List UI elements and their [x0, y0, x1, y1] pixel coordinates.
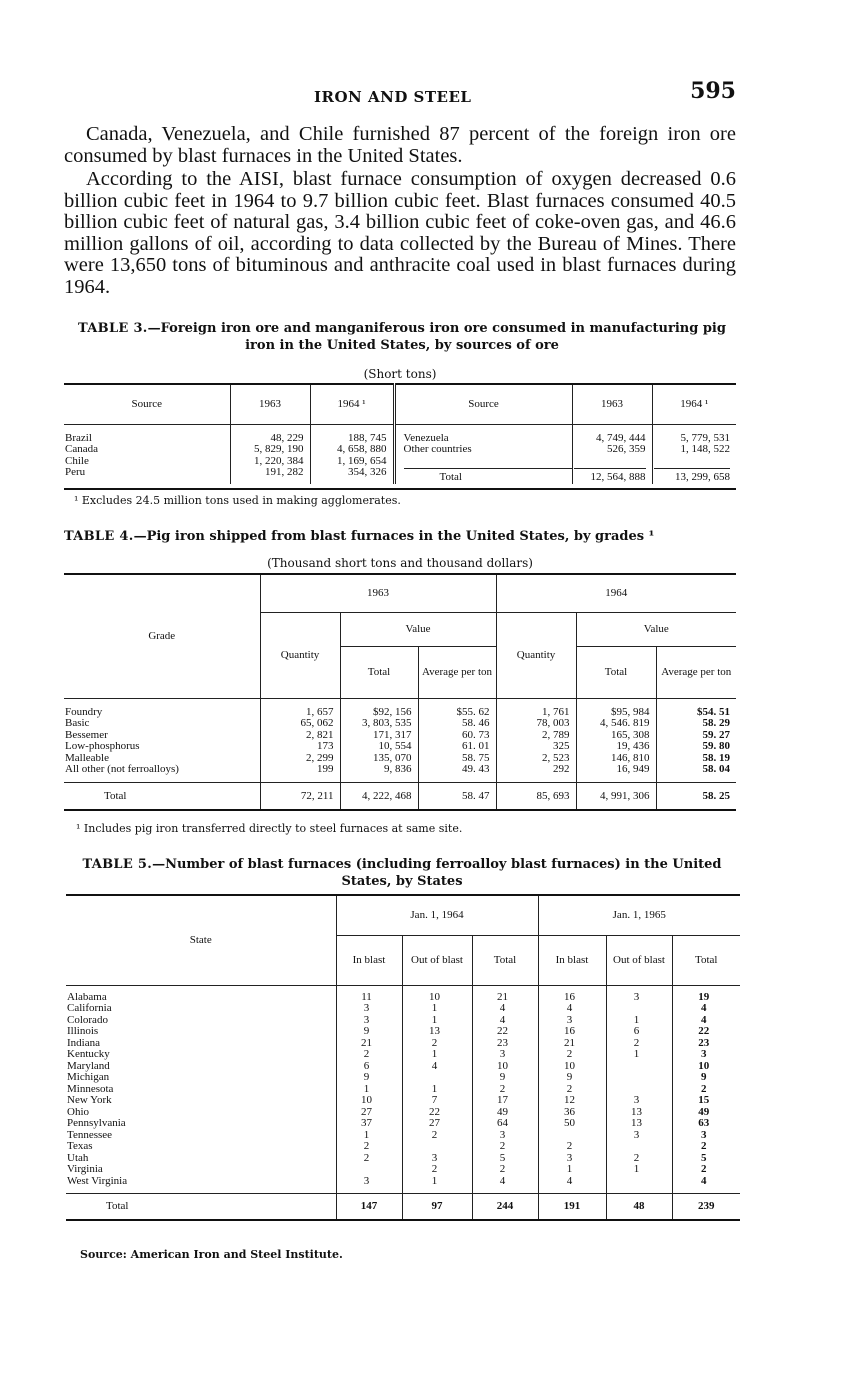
table-cell: 49: [698, 1105, 710, 1118]
table-cell: 16, 949: [616, 763, 650, 775]
table-cell: 65, 062: [300, 717, 334, 729]
table4-head-quantity-1963: Quantity: [260, 612, 340, 698]
table-cell: 3: [633, 1128, 640, 1141]
table-cell: 2: [633, 1036, 640, 1049]
table5-head-outblast-1964: Out of blast: [402, 935, 472, 985]
table-row: All other (not ferroalloys): [65, 763, 179, 775]
table4-total-t1963: 4, 222, 468: [340, 782, 418, 810]
table-cell: 9: [363, 1025, 370, 1037]
table4-total-a1963: 58. 47: [418, 782, 496, 810]
table4-t1963: [340, 698, 418, 782]
table-cell: 3: [363, 1013, 370, 1026]
table-row: Low-phosphorus: [65, 740, 140, 752]
table-cell: 4: [701, 1013, 707, 1026]
table-cell: 2: [701, 1082, 707, 1095]
table-cell: 2: [566, 1082, 573, 1095]
table-cell: 61. 01: [462, 740, 490, 752]
table-cell: 3: [701, 1048, 707, 1060]
table-cell: 3: [499, 1048, 506, 1060]
table-cell: 13: [429, 1025, 440, 1037]
table5-in1965: [538, 985, 606, 1194]
table-cell: 6: [363, 1059, 370, 1072]
table-cell: 1: [633, 1013, 640, 1026]
table-cell: 23: [698, 1036, 710, 1049]
table5-states: [66, 985, 336, 1194]
table-row: Utah: [67, 1151, 89, 1164]
table-row: Pennsylvania: [67, 1117, 126, 1129]
table-cell: 15: [698, 1094, 710, 1106]
table-cell: 1: [633, 1163, 640, 1175]
table-cell: 2, 821: [306, 728, 334, 741]
table-row: Alabama: [67, 990, 107, 1003]
table-cell: 1, 220, 384: [254, 454, 304, 467]
table-cell: [338, 1164, 396, 1176]
table-cell: [404, 1072, 466, 1084]
table-cell: 22: [698, 1025, 710, 1037]
table-cell: 3: [499, 1128, 506, 1141]
table-cell: 4: [499, 1002, 506, 1014]
table-cell: 10: [564, 1059, 575, 1072]
table3-head-1963-2: 1963: [572, 384, 652, 424]
table3-label: TABLE 3.: [78, 321, 148, 336]
table3-head-1964: 1964 ¹: [310, 384, 394, 424]
table-cell: 191, 282: [265, 466, 304, 478]
table5-head-1964: Jan. 1, 1964: [336, 895, 538, 935]
table-cell: 5: [701, 1151, 707, 1164]
table3-total-1964: 13, 299, 658: [654, 468, 731, 484]
table-cell: 2: [499, 1140, 506, 1152]
table3-right-1963: [572, 424, 652, 484]
table-cell: 27: [429, 1117, 440, 1129]
table-row: Other countries: [403, 443, 472, 455]
table5-in1964: [336, 985, 402, 1194]
table-cell: 2: [701, 1140, 707, 1152]
table5-source: Source: American Iron and Steel Institute.: [80, 1248, 343, 1261]
table-cell: 36: [564, 1105, 575, 1118]
table-cell: 1: [431, 1002, 438, 1014]
table4-total-a1964: 58. 25: [702, 789, 730, 802]
table-cell: 59. 27: [702, 728, 730, 741]
table-cell: 2: [566, 1140, 573, 1152]
table-row: Ohio: [67, 1105, 89, 1118]
table-cell: 17: [497, 1094, 508, 1106]
table-cell: 325: [553, 740, 570, 752]
table-cell: 5, 829, 190: [254, 443, 304, 455]
table-row: Basic: [65, 717, 90, 729]
table4-footnote: ¹ Includes pig iron transferred directly to steel furnaces at same site.: [76, 822, 463, 835]
table-row: Peru: [65, 466, 86, 478]
paragraph-1: Canada, Venezuela, and Chile furnished 87 percent of the foreign iron ore consumed by blast furnaces in the United States.: [64, 123, 736, 167]
table4-label: TABLE 4.: [64, 529, 134, 544]
table4-grades: [64, 698, 260, 782]
table-cell: 22: [429, 1105, 440, 1118]
table-cell: 146, 810: [611, 751, 650, 764]
table-cell: 23: [497, 1036, 508, 1049]
table-cell: 9: [566, 1071, 573, 1083]
table5-total-tot1964: 244: [472, 1194, 538, 1220]
table3-head-source-2: Source: [394, 384, 572, 424]
table-cell: 10: [698, 1059, 710, 1072]
table-cell: 2, 299: [306, 751, 334, 764]
table5-out1965: [606, 985, 672, 1194]
paragraph-2: According to the AISI, blast furnace consumption of oxygen decreased 0.6 billion cubic feet in 1964 to 9.7 billion cubic feet. Blast furnaces consumed 40.5 billion cubic feet of natural gas, 3.4 billion cubic feet of coke-oven gas, and 46.6 million gallons of oil, according to data collected by the Bureau of Mines. There were 13,650 tons of bituminous and anthracite coal used in blast furnaces during 1964.: [64, 168, 736, 298]
table-cell: 4, 546. 819: [600, 717, 650, 729]
table-cell: 21: [564, 1036, 575, 1049]
table-cell: 19: [698, 990, 710, 1003]
table-cell: 173: [317, 740, 334, 752]
table-row: Malleable: [65, 751, 109, 764]
table-cell: $54. 51: [697, 705, 730, 718]
table3-caption: [64, 320, 740, 354]
table-cell: 3: [566, 1013, 573, 1026]
table-row: Virginia: [67, 1163, 103, 1175]
table-cell: 37: [361, 1117, 372, 1129]
table-cell: 292: [553, 763, 570, 775]
table4-head-average-1963: Average per ton: [418, 646, 496, 698]
table-cell: $55. 62: [456, 705, 490, 718]
table-cell: 64: [497, 1117, 508, 1129]
table-cell: 49: [497, 1105, 508, 1118]
table-cell: 2: [566, 1048, 573, 1060]
table-row: Indiana: [67, 1036, 100, 1049]
table-cell: 2: [633, 1151, 640, 1164]
table-cell: 5: [499, 1151, 506, 1164]
table4-q1963: [260, 698, 340, 782]
table-cell: $92, 156: [373, 705, 412, 718]
table-row: Minnesota: [67, 1082, 114, 1095]
table-row: Bessemer: [65, 728, 108, 741]
table3-footnote: ¹ Excludes 24.5 million tons used in making agglomerates.: [74, 494, 401, 507]
table-cell: 2: [499, 1082, 506, 1095]
table-cell: 16: [564, 990, 575, 1003]
table-cell: 10, 554: [378, 740, 412, 752]
table-cell: 1: [363, 1128, 370, 1141]
table-cell: [608, 1072, 666, 1084]
table-cell: 3: [566, 1151, 573, 1164]
table3-left-sources: [64, 424, 230, 484]
table3-total-label: Total: [404, 468, 572, 484]
table3-left-1963: [230, 424, 310, 484]
table-cell: 3: [633, 990, 640, 1003]
table-cell: [608, 1176, 666, 1188]
table-row: California: [67, 1002, 112, 1014]
table-row: West Virginia: [67, 1174, 128, 1187]
table5-total-out1964: 97: [402, 1194, 472, 1220]
table-cell: 4: [431, 1059, 438, 1072]
table-cell: 3: [363, 1174, 370, 1187]
table4-total-q1964: 85, 693: [496, 782, 576, 810]
table5-total-in1964: 147: [336, 1194, 402, 1220]
table-cell: 13: [631, 1105, 642, 1118]
table5-total-in1965: 191: [538, 1194, 606, 1220]
table-cell: 4: [566, 1002, 573, 1014]
table5-title: —Number of blast furnaces (including ferroalloy blast furnaces) in the United States, by States: [152, 857, 722, 889]
table-cell: 63: [698, 1117, 710, 1129]
table4-head-value-1963: Value: [340, 612, 496, 646]
table-cell: 58. 75: [462, 751, 490, 764]
table-cell: 2: [363, 1140, 370, 1152]
table-cell: 49. 43: [462, 763, 490, 775]
table-cell: 2, 523: [542, 751, 570, 764]
table-cell: 2: [431, 1036, 438, 1049]
table5-head-inblast-1965: In blast: [538, 935, 606, 985]
table4-head-1964: 1964: [496, 574, 736, 612]
table-cell: 1, 148, 522: [680, 443, 730, 455]
table-cell: 3: [431, 1151, 438, 1164]
table-row: Illinois: [67, 1025, 99, 1037]
table-cell: 2: [363, 1048, 370, 1060]
table-cell: 58. 19: [702, 751, 730, 764]
table-cell: 4: [566, 1174, 573, 1187]
table3-left-1964: [310, 424, 394, 484]
table-cell: 58. 29: [702, 717, 730, 729]
table4-a1963: [418, 698, 496, 782]
table4-head-1963: 1963: [260, 574, 496, 612]
table-cell: 9: [363, 1071, 370, 1083]
table-cell: 1: [633, 1048, 640, 1060]
table-cell: 4: [701, 1002, 707, 1014]
table-row: Canada: [65, 443, 98, 455]
table4-q1964: [496, 698, 576, 782]
table4-head-total-1964: Total: [576, 646, 656, 698]
table-cell: 11: [361, 990, 372, 1003]
table-cell: 2: [431, 1128, 438, 1141]
table3-right-1964: [652, 424, 736, 484]
table-cell: 21: [361, 1036, 372, 1049]
page-number: 595: [690, 78, 736, 104]
table4-caption: [64, 528, 740, 545]
table5-head-total-1965: Total: [672, 935, 740, 985]
table-cell: 1, 657: [306, 705, 334, 718]
table5: [66, 894, 740, 1221]
table-cell: 171, 317: [373, 728, 412, 741]
table-cell: 1: [431, 1013, 438, 1026]
table4-total-t1964: 4, 991, 306: [576, 782, 656, 810]
table-cell: 4: [499, 1174, 506, 1187]
table-row: Chile: [65, 454, 89, 467]
table-cell: 2, 789: [542, 728, 570, 741]
table3: [64, 383, 736, 490]
table-cell: 10: [429, 990, 440, 1003]
table-cell: 6: [633, 1025, 640, 1037]
table-cell: 2: [701, 1163, 707, 1175]
table4-a1964: [656, 698, 736, 782]
table-cell: 1: [431, 1174, 438, 1187]
table5-caption: [64, 856, 740, 890]
table5-tot1964: [472, 985, 538, 1194]
table-cell: 135, 070: [373, 751, 412, 764]
table5-total-label: Total: [66, 1194, 336, 1220]
table-cell: [608, 1003, 666, 1015]
table-row: Tennessee: [67, 1128, 113, 1141]
table-cell: 3: [633, 1094, 640, 1106]
table3-right-sources: [394, 424, 572, 484]
table5-head-outblast-1965: Out of blast: [606, 935, 672, 985]
table-cell: 2: [363, 1151, 370, 1164]
table-cell: 199: [317, 763, 334, 775]
table4-total-label: Total: [64, 782, 260, 810]
table5-total-tot1965: 239: [698, 1200, 715, 1213]
table-row: Kentucky: [67, 1048, 110, 1060]
table-cell: 4: [701, 1174, 707, 1187]
table-row: Maryland: [67, 1059, 110, 1072]
table-cell: 48, 229: [270, 431, 304, 444]
table-row: Foundry: [65, 705, 103, 718]
table-cell: 5, 779, 531: [680, 431, 730, 444]
table-cell: 9, 836: [384, 763, 412, 775]
table4-t1964: [576, 698, 656, 782]
table3-head-1964-2: 1964 ¹: [652, 384, 736, 424]
table3-head-source: Source: [64, 384, 230, 424]
table-cell: [608, 1061, 666, 1073]
table-cell: 526, 359: [607, 443, 646, 455]
table-row: Venezuela: [403, 431, 449, 444]
table-row: Brazil: [65, 431, 92, 444]
running-head: IRON AND STEEL: [314, 88, 472, 106]
table-row: Texas: [67, 1140, 93, 1152]
table-cell: 58. 04: [702, 763, 730, 775]
table-cell: 188, 745: [348, 431, 387, 444]
table-cell: 3: [701, 1128, 707, 1141]
table-cell: 13: [631, 1117, 642, 1129]
table4: [64, 573, 736, 811]
table5-head-1965: Jan. 1, 1965: [538, 895, 740, 935]
table4-total-q1963: 72, 211: [260, 782, 340, 810]
table5-head-state: State: [66, 895, 336, 985]
table-cell: 1: [566, 1163, 573, 1175]
table-row: New York: [67, 1094, 112, 1106]
table-cell: 9: [499, 1071, 506, 1083]
table-cell: 27: [361, 1105, 372, 1118]
table-cell: 10: [497, 1059, 508, 1072]
table-cell: 50: [564, 1117, 575, 1129]
table5-out1964: [402, 985, 472, 1194]
table4-head-value-1964: Value: [576, 612, 736, 646]
table-cell: 1, 169, 654: [337, 454, 387, 467]
table-cell: 165, 308: [611, 728, 650, 741]
table4-head-average-1964: Average per ton: [656, 646, 736, 698]
table-cell: 1: [363, 1082, 370, 1095]
table-cell: 1: [431, 1048, 438, 1060]
table-row: Michigan: [67, 1071, 110, 1083]
table5-head-total-1964: Total: [472, 935, 538, 985]
table-cell: 3: [363, 1002, 370, 1014]
table5-label: TABLE 5.: [82, 857, 153, 872]
table-cell: 22: [497, 1025, 508, 1037]
table4-unit: (Thousand short tons and thousand dollars): [267, 556, 533, 570]
table-cell: [608, 1141, 666, 1153]
table4-head-quantity-1964: Quantity: [496, 612, 576, 698]
table-cell: $95, 984: [611, 705, 650, 718]
table3-total-1963: 12, 564, 888: [574, 468, 646, 484]
table-cell: 4, 658, 880: [337, 443, 387, 455]
table-cell: 58. 46: [462, 717, 490, 729]
table-cell: 1, 761: [542, 705, 570, 718]
table-cell: 12: [564, 1094, 575, 1106]
table3-unit: (Short tons): [363, 367, 437, 381]
page-header: [64, 78, 736, 114]
table-cell: 21: [497, 990, 508, 1003]
table3-title: —Foreign iron ore and manganiferous iron ore consumed in manufacturing pig iron in the United States, by sources of ore: [147, 321, 726, 353]
table-cell: 78, 003: [536, 717, 570, 729]
table-cell: 16: [564, 1025, 575, 1037]
table-cell: 2: [431, 1163, 438, 1175]
table-cell: 354, 326: [348, 466, 387, 478]
table3-head-1963: 1963: [230, 384, 310, 424]
table-cell: 4, 749, 444: [596, 431, 646, 444]
table5-tot1965: [672, 985, 740, 1194]
table-cell: 4: [499, 1013, 506, 1026]
table-cell: 3, 803, 535: [362, 717, 412, 729]
table-cell: 7: [431, 1094, 438, 1106]
table4-head-total-1963: Total: [340, 646, 418, 698]
table-cell: 19, 436: [616, 740, 650, 752]
table5-total-out1965: 48: [606, 1194, 672, 1220]
table-row: Colorado: [67, 1013, 108, 1026]
table-cell: [404, 1141, 466, 1153]
table-cell: 10: [361, 1094, 372, 1106]
table5-head-inblast-1964: In blast: [336, 935, 402, 985]
table-cell: 2: [499, 1163, 506, 1175]
table-cell: 9: [701, 1071, 707, 1083]
table-cell: 60. 73: [462, 728, 490, 741]
table4-title: —Pig iron shipped from blast furnaces in the United States, by grades ¹: [133, 529, 655, 544]
table-cell: 59. 80: [702, 740, 730, 752]
table4-head-grade: Grade: [64, 574, 260, 698]
table-cell: 1: [431, 1082, 438, 1095]
